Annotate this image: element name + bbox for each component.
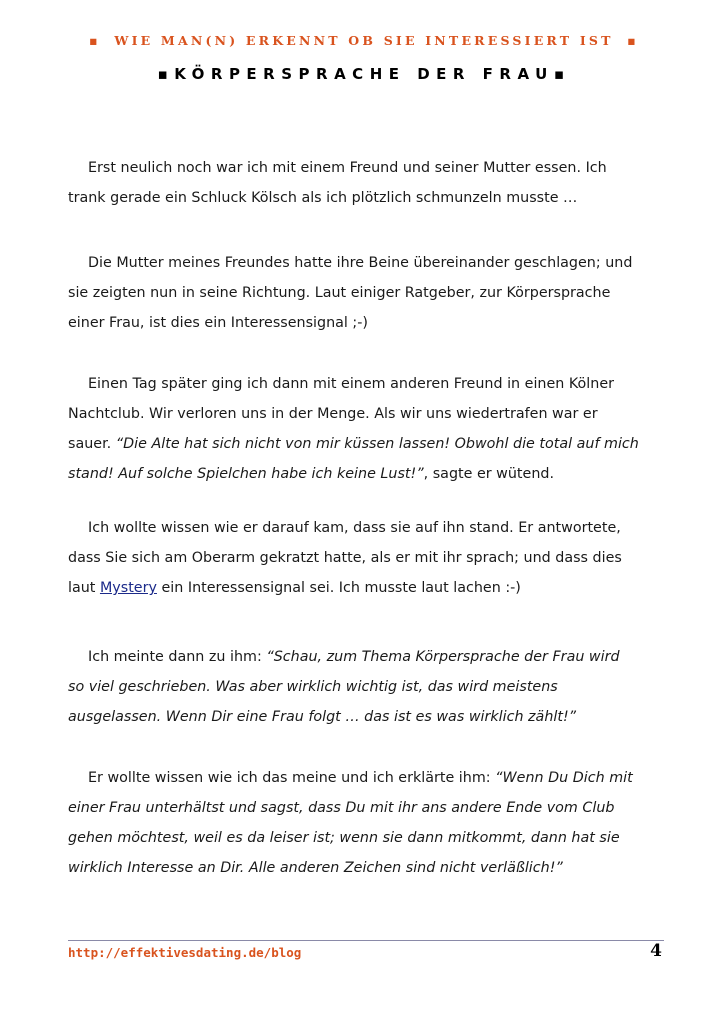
- plain-text: , sagte er wütend.: [423, 466, 555, 482]
- paragraph-5: [68, 642, 668, 732]
- section-title: [0, 65, 728, 83]
- paragraph-line: Ich wollte wissen wie er darauf kam, dass sie auf ihn stand. Er antwortete,: [88, 520, 621, 536]
- quote-text: ausgelassen. Wenn Dir eine Frau folgt … das ist es was wirklich zählt!”: [68, 709, 577, 725]
- paragraph-4: [68, 513, 668, 603]
- header-bullet-right: ▪: [627, 33, 639, 48]
- mystery-link[interactable]: Mystery: [99, 580, 157, 596]
- paragraph-line: Nachtclub. Wir verloren uns in der Menge. Als wir uns wiedertrafen war er: [68, 406, 598, 422]
- paragraph-line: [68, 853, 668, 883]
- paragraph-line: [68, 429, 668, 459]
- header-bullet-left: ▪: [89, 33, 101, 48]
- paragraph-1: [68, 153, 668, 213]
- running-header-title: WIE MAN(N) ERKENNT OB SIE INTERESSIERT IST: [114, 33, 614, 48]
- running-header: [0, 33, 728, 48]
- paragraph-line: Die Mutter meines Freundes hatte ihre Beine übereinander geschlagen; und: [88, 255, 633, 271]
- paragraph-line: dass Sie sich am Oberarm gekratzt hatte, als er mit ihr sprach; und dass dies: [68, 550, 622, 566]
- plain-text: Ich meinte dann zu ihm:: [88, 649, 267, 665]
- paragraph-line: [68, 642, 668, 672]
- plain-text: laut: [68, 580, 100, 596]
- quote-text: so viel geschrieben. Was aber wirklich wichtig ist, das wird meistens: [68, 679, 558, 695]
- paragraph-line: [68, 702, 668, 732]
- plain-text: sauer.: [68, 436, 116, 452]
- section-title-bullet-left: ▪: [157, 65, 175, 83]
- plain-text: Er wollte wissen wie ich das meine und ich erklärte ihm:: [88, 770, 496, 786]
- quote-text: gehen möchtest, weil es da leiser ist; wenn sie dann mitkommt, dann hat sie: [68, 830, 620, 846]
- paragraph-line: einer Frau, ist dies ein Interessensignal ;-): [68, 315, 368, 331]
- paragraph-line: [68, 573, 668, 603]
- paragraph-3: [68, 369, 668, 489]
- paragraph-line: Erst neulich noch war ich mit einem Freund und seiner Mutter essen. Ich: [88, 160, 607, 176]
- paragraph-line: [68, 672, 668, 702]
- paragraph-line: [68, 459, 668, 489]
- quote-text: “Die Alte hat sich nicht von mir küssen lassen! Obwohl die total auf mich: [115, 436, 639, 452]
- paragraph-2: [68, 248, 668, 338]
- paragraph-line: trank gerade ein Schluck Kölsch als ich plötzlich schmunzeln musste …: [68, 190, 578, 206]
- footer-url-link[interactable]: http://effektivesdating.de/blog: [68, 945, 302, 960]
- section-title-bullet-right: ▪: [553, 65, 571, 83]
- paragraph-line: [68, 793, 668, 823]
- paragraph-line: sie zeigten nun in seine Richtung. Laut einiger Ratgeber, zur Körpersprache: [68, 285, 611, 301]
- page-number: 4: [650, 941, 662, 961]
- quote-text: wirklich Interesse an Dir. Alle anderen Zeichen sind nicht verläßlich!”: [68, 860, 563, 876]
- paragraph-6: [68, 763, 668, 883]
- footer-divider: [68, 940, 664, 941]
- plain-text: ein Interessensignal sei. Ich musste laut lachen :-): [156, 580, 521, 596]
- paragraph-line: [68, 823, 668, 853]
- quote-text: stand! Auf solche Spielchen habe ich keine Lust!”: [68, 466, 424, 482]
- paragraph-line: [68, 763, 668, 793]
- quote-text: einer Frau unterhältst und sagst, dass Du mit ihr ans andere Ende vom Club: [68, 800, 615, 816]
- quote-text: “Schau, zum Thema Körpersprache der Frau wird: [266, 649, 620, 665]
- section-title-text: KÖRPERSPRACHE DER FRAU: [174, 65, 554, 83]
- quote-text: “Wenn Du Dich mit: [495, 770, 633, 786]
- paragraph-line: Einen Tag später ging ich dann mit einem anderen Freund in einen Kölner: [88, 376, 615, 392]
